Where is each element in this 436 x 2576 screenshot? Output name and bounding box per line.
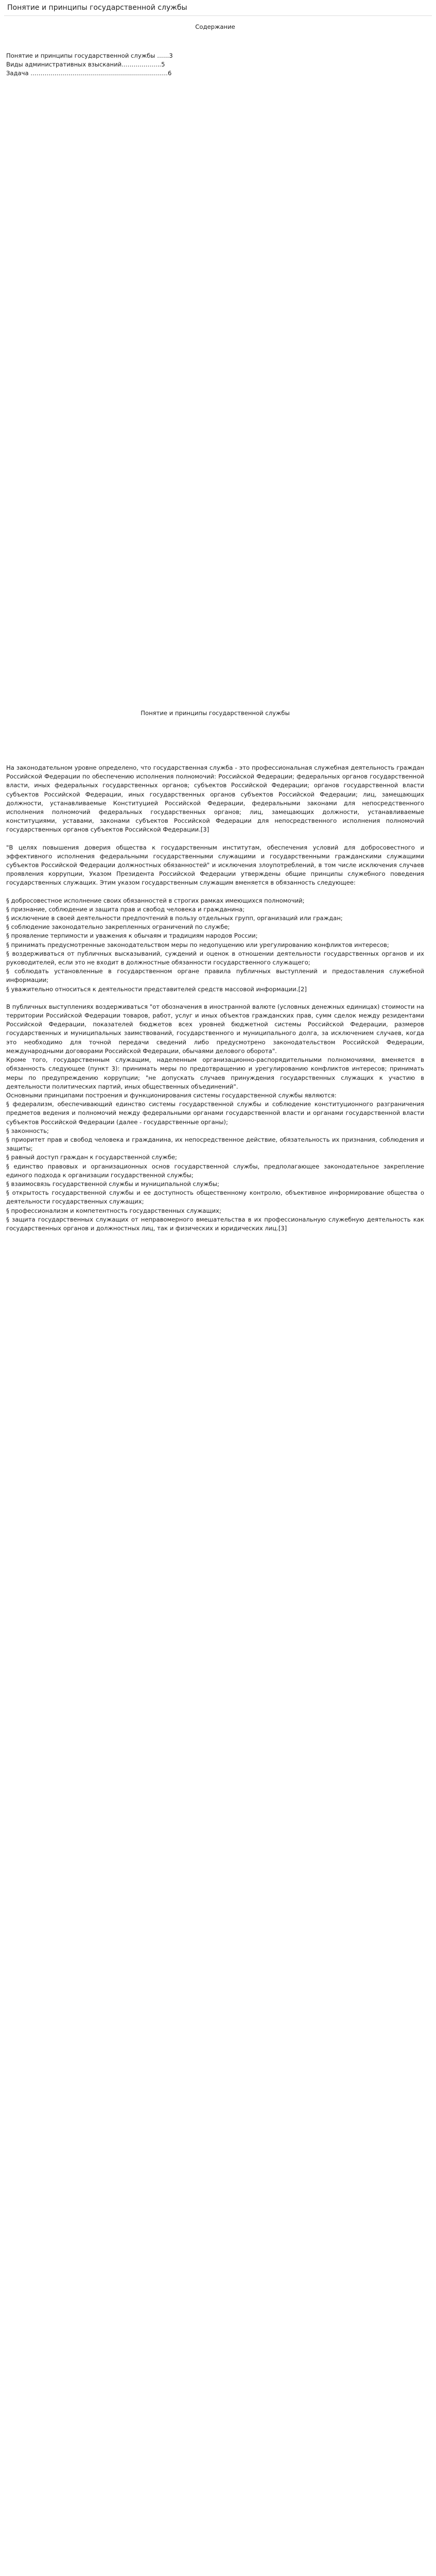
bullet-item: § соблюдение законодательно закрепленных ограничений по службе; (6, 923, 230, 931)
title-divider (4, 15, 432, 16)
paragraph: "В целях повышения доверия общества к государственным институтам, обеспечения условий для добросовестного и эффективного исполнения федеральными государственными служащими и государственными гражданскими служащими субъектов Российской Федерации должностных обязанностей" и исключения злоупотреблений, в том числе исключения случаев проявления коррупции, Указом Президента Российской Федерации утверждены общие принципы служебного поведения государственных служащих. Этим указом государственным служащим вменяется в обязанность следующее: (6, 843, 424, 887)
bullet-item: § профессионализм и компетентность государственных служащих; (6, 1207, 221, 1214)
bullet-item: § единство правовых и организационных основ государственной службы, предполагающее законодательное закрепление единого подхода к организации государственной службы; (6, 1162, 424, 1179)
bullet-item: § уважительно относиться к деятельности представителей средств массовой информации.[2] (6, 985, 307, 993)
page-title: Понятие и принципы государственной службы (7, 4, 187, 12)
bullet-item: § соблюдать установленные в государственном органе правила публичных выступлений и предоставления служебной информации; (6, 968, 424, 984)
bullet-item: § федерализм, обеспечивающий единство системы государственной службы и соблюдение конституционного разграничения предметов ведения и полномочий между федеральными органами государственной власти и органами государственной власти субъектов Российской Федерации (далее - государственные органы); (6, 1100, 424, 1126)
bullet-item: § взаимосвязь государственной службы и муниципальной службы; (6, 1180, 219, 1188)
bullet-item: § признание, соблюдение и защита прав и свобод человека и гражданина; (6, 905, 245, 913)
bullet-item: § воздерживаться от публичных высказываний, суждений и оценок в отношении деятельности государственных органов и их руководителей, если это не входит в должностные обязанности государственного служащего; (6, 950, 424, 967)
contents-item: Понятие и принципы государственной службы ……3 (6, 52, 173, 59)
paragraph: На законодательном уровне определено, что государственная служба - это профессиональная служебная деятельность граждан Российской Федерации по обеспечению исполнения полномочий: Российской Федерации; федеральных органов государственной власти, иных федеральных государственных органов; субъектов Российской Федерации; органов государственной власти субъектов Российской Федерации, иных государственных органов субъектов Российской Федерации; лиц, замещающих должности, устанавливаемые Конституцией Российской Федерации, федеральными законами для непосредственного исполнения полномочий федеральных государственных органов; лиц, замещающих должности, устанавливаемые конституциями, уставами, законами субъектов Российской Федерации для непосредственного исполнения полномочий государственных органов субъектов Российской Федерации.[3] (6, 764, 424, 834)
bullet-item: § открытость государственной службы и ее доступность общественному контролю, объективное информирование общества о деятельности государственных служащих; (6, 1189, 424, 1206)
contents-list (6, 52, 424, 78)
bullet-item: § принимать предусмотренные законодательством меры по недопущению или урегулированию конфликтов интересов; (6, 941, 389, 948)
section-body (6, 764, 424, 1233)
contents-heading: Содержание (195, 23, 235, 30)
bullet-item: § проявление терпимости и уважения к обычаям и традициям народов России; (6, 932, 258, 940)
bullet-item: § добросовестное исполнение своих обязанностей в строгих рамках имеющихся полномочий; (6, 896, 305, 904)
bullet-item: § равный доступ граждан к государственной службе; (6, 1154, 177, 1161)
paragraph: Кроме того, государственным служащим, наделенным организационно-распорядительными полномочиями, вменяется в обязанность следующее (пункт 3): принимать меры по предотвращению и урегулированию конфликтов интересов; принимать меры по предупреждению коррупции; "не допускать случаев принуждения государственных служащих к участию в деятельности политических партий, иных общественных объединений". (6, 1056, 424, 1090)
paragraph: Основными принципами построения и функционирования системы государственной службы являются: (6, 1091, 337, 1099)
bullet-item: § исключение в своей деятельности предпочтений в пользу отдельных групп, организаций или граждан; (6, 914, 343, 922)
contents-item: Задача ……………………………………………………………6 (6, 70, 172, 77)
bullet-item: § приоритет прав и свобод человека и гражданина, их непосредственное действие, обязательность их признания, соблюдения и защиты; (6, 1136, 424, 1153)
bullet-item: § законность; (6, 1127, 49, 1134)
section-heading: Понятие и принципы государственной службы (141, 709, 290, 717)
bullet-item: § защита государственных служащих от неправомерного вмешательства в их профессиональную служебную деятельность как государственных органов и должностных лиц, так и физических и юридических лиц.[3] (6, 1215, 424, 1232)
paragraph: В публичных выступлениях воздерживаться "от обозначения в иностранной валюте (условных денежных единицах) стоимости на территории Российской Федерации товаров, работ, услуг и иных объектов гражданских прав, сумм сделок между резидентами Российской Федерации, показателей бюджетов всех уровней бюджетной системы Российской Федерации, размеров государственных и муниципальных заимствований, государственного и муниципального долга, за исключением случаев, когда это необходимо для точной передачи сведений либо предусмотрено законодательством Российской Федерации, международными договорами Российской Федерации, обычаями делового оборота". (6, 1003, 424, 1055)
contents-item: Виды административных взысканий………………..5 (6, 61, 165, 69)
